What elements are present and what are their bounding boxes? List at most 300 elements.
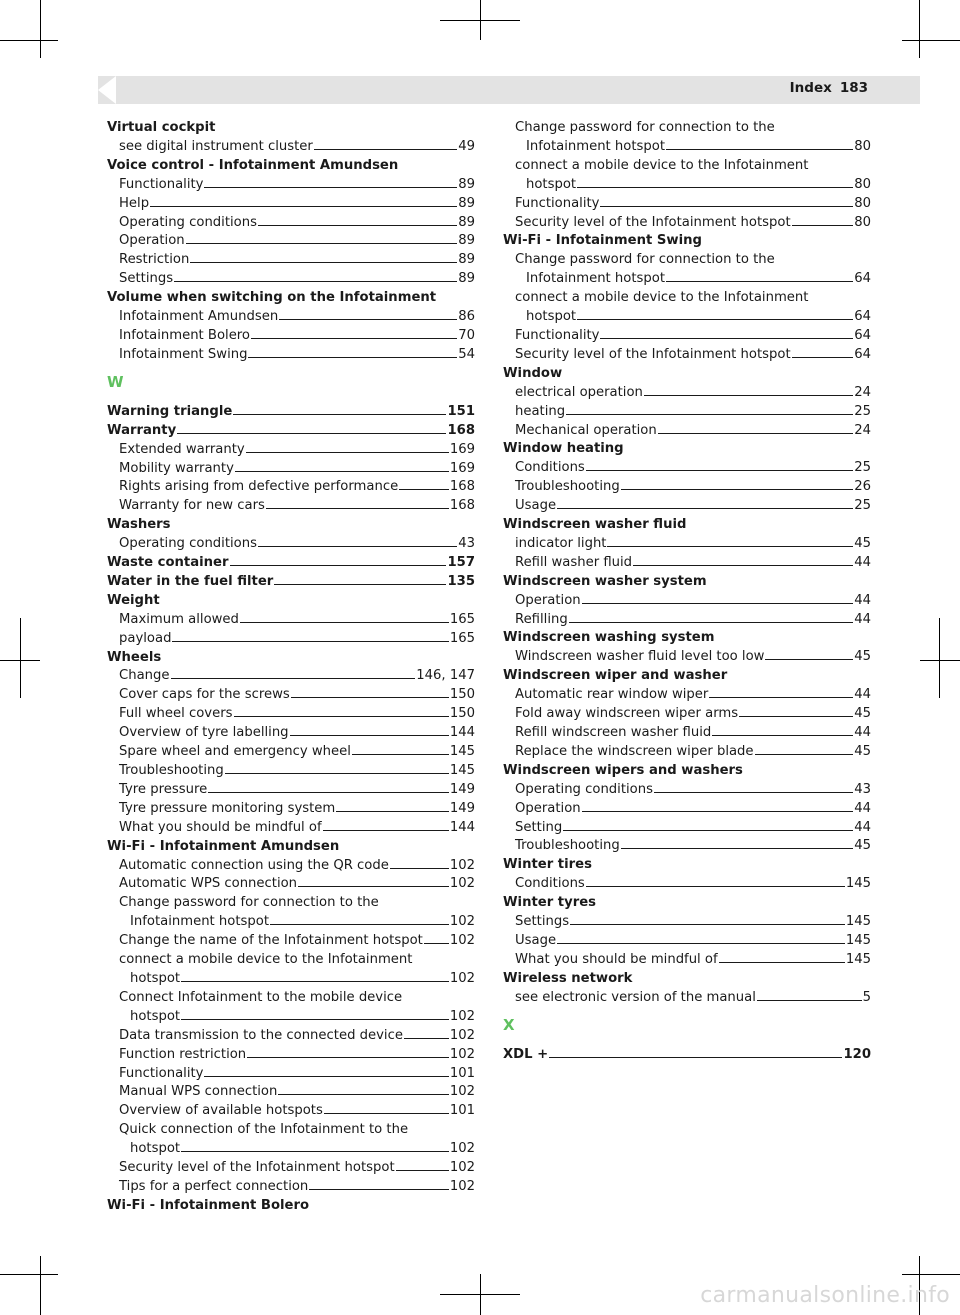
index-subentry [503, 800, 871, 819]
leader-line [248, 357, 457, 358]
page-reference: 80 [854, 195, 871, 211]
leader-line [396, 1170, 449, 1171]
leader-line [644, 395, 853, 396]
page-reference: 146, 147 [416, 668, 475, 684]
entry-text: Data transmission to the connected device [119, 1027, 403, 1043]
page-reference: 165 [449, 611, 475, 627]
leader-line [208, 792, 449, 793]
page-reference: 44 [854, 592, 871, 608]
leader-line [633, 565, 853, 566]
entry-text: Change password for connection to the [515, 120, 775, 135]
leader-line [225, 773, 449, 774]
leader-line [352, 754, 449, 755]
page-reference: 165 [449, 630, 475, 646]
entry-text: hotspot [130, 1008, 181, 1024]
index-subentry [107, 195, 475, 214]
entry-text: Washers [107, 517, 171, 533]
page-reference: 64 [854, 271, 871, 287]
crop-mark [40, 1256, 41, 1315]
entry-text: connect a mobile device to the Infotainment [119, 952, 413, 968]
index-entry [107, 592, 475, 611]
index-entry [107, 516, 475, 535]
crop-mark [939, 618, 940, 698]
index-subentry [107, 743, 475, 762]
leader-line [298, 886, 449, 887]
leader-line [586, 886, 845, 887]
leader-line [390, 868, 449, 869]
index-subentry [107, 1027, 475, 1046]
entry-text: Windscreen washer fluid level too low [515, 649, 765, 665]
header-tab-notch [98, 76, 116, 104]
index-subentry [107, 1121, 475, 1140]
index-subentry [503, 251, 871, 270]
leader-line [204, 187, 457, 188]
leader-line [621, 489, 853, 490]
leader-line [570, 924, 845, 925]
page-reference: 70 [458, 327, 475, 343]
leader-line [399, 489, 449, 490]
page-reference: 45 [854, 706, 871, 722]
index-subentry [107, 970, 475, 989]
page-reference: 49 [458, 138, 475, 154]
page-reference: 145 [449, 744, 475, 760]
entry-text: Overview of tyre labelling [119, 725, 289, 741]
entry-text: Infotainment Amundsen [119, 309, 279, 325]
entry-text: Winter tyres [503, 895, 596, 911]
index-subentry [503, 119, 871, 138]
page-reference: 89 [458, 252, 475, 268]
index-subentry [503, 819, 871, 838]
entry-text: Operating conditions [119, 214, 257, 230]
entry-text: Fold away windscreen wiper arms [515, 706, 739, 722]
leader-line [246, 452, 449, 453]
entry-text: see electronic version of the manual [515, 989, 756, 1005]
leader-line [569, 622, 854, 623]
index-letter-heading: X [503, 1015, 515, 1034]
page-reference: 89 [458, 271, 475, 287]
index-subentry [107, 762, 475, 781]
index-subentry [503, 289, 871, 308]
index-subentry [503, 327, 871, 346]
page-reference: 102 [449, 1160, 475, 1176]
page-reference: 145 [845, 876, 871, 892]
index-entry [503, 365, 871, 384]
entry-text: Functionality [119, 1065, 204, 1081]
index-subentry [503, 913, 871, 932]
page-reference: 151 [447, 403, 475, 419]
entry-text: Tyre pressure [119, 781, 208, 797]
leader-line [266, 508, 449, 509]
index-entry [503, 894, 871, 913]
index-subentry [107, 989, 475, 1008]
page-header [790, 80, 868, 96]
page-reference: 64 [854, 327, 871, 343]
entry-text: Operation [515, 800, 581, 816]
leader-line [577, 319, 853, 320]
index-subentry [107, 724, 475, 743]
entry-text: XDL + [503, 1046, 549, 1062]
leader-line [336, 811, 449, 812]
entry-text: Operating conditions [515, 781, 653, 797]
header-label: Index [789, 80, 832, 96]
page-reference: 44 [854, 800, 871, 816]
index-subentry [503, 535, 871, 554]
leader-line [204, 1076, 448, 1077]
entry-text: payload [119, 630, 172, 646]
entry-text: Windscreen wiper and washer [503, 668, 728, 684]
page-reference: 45 [854, 649, 871, 665]
index-entry [503, 573, 871, 592]
page-reference: 43 [854, 781, 871, 797]
leader-line [666, 281, 853, 282]
entry-text: Window heating [503, 441, 624, 457]
page-reference: 44 [854, 687, 871, 703]
page-reference: 168 [449, 479, 475, 495]
leader-line [709, 697, 853, 698]
leader-line [557, 508, 853, 509]
leader-line [247, 1057, 449, 1058]
crop-mark [40, 0, 41, 58]
page-reference: 144 [449, 819, 475, 835]
entry-text: Function restriction [119, 1046, 247, 1062]
page-reference: 102 [449, 1084, 475, 1100]
entry-text: hotspot [130, 1141, 181, 1157]
page-number: 183 [839, 80, 868, 96]
page-reference: 120 [843, 1046, 871, 1062]
page-reference: 89 [458, 176, 475, 192]
entry-text: Change password for connection to the [119, 895, 379, 911]
entry-text: Functionality [515, 327, 600, 343]
crop-mark [480, 1274, 481, 1315]
index-column-left [107, 119, 475, 1216]
entry-text: Troubleshooting [119, 763, 224, 778]
entry-text: Volume when switching on the Infotainment [107, 290, 437, 306]
page-reference: 145 [845, 914, 871, 930]
crop-mark [20, 618, 21, 698]
page-reference: 45 [854, 535, 871, 551]
entry-text: Operation [515, 592, 581, 608]
index-subentry [107, 308, 475, 327]
entry-text: Voice control - Infotainment Amundsen [107, 157, 399, 173]
page-reference: 44 [854, 819, 871, 835]
entry-text: Refilling [515, 611, 568, 627]
entry-text: Wi-Fi - Infotainment Amundsen [107, 838, 340, 854]
index-subentry [503, 592, 871, 611]
entry-text: Water in the fuel filter [107, 573, 274, 589]
index-entry [107, 649, 475, 668]
page-reference: 44 [854, 725, 871, 740]
entry-text: Extended warranty [119, 441, 245, 457]
entry-text: Rights arising from defective performance [119, 479, 399, 495]
watermark: carmanualsonline.info [700, 1283, 950, 1308]
entry-text: Warning triangle [107, 403, 233, 419]
page-reference: 169 [449, 441, 475, 457]
page-reference: 25 [854, 403, 871, 419]
leader-line [279, 319, 457, 320]
leader-line [666, 149, 853, 150]
index-subentry [107, 497, 475, 516]
leader-line [234, 716, 449, 717]
index-subentry [503, 157, 871, 176]
entry-text: Conditions [515, 460, 585, 476]
leader-line [621, 848, 853, 849]
entry-text: Infotainment Swing [119, 346, 248, 362]
index-subentry [503, 781, 871, 800]
entry-text: hotspot [526, 176, 577, 192]
page-reference: 102 [449, 914, 475, 930]
page-reference: 145 [845, 932, 871, 948]
index-subentry [107, 176, 475, 195]
index-entry [503, 232, 871, 251]
leader-line [658, 433, 854, 434]
index-entry [503, 667, 871, 686]
index-subentry [107, 441, 475, 460]
index-subentry [503, 875, 871, 894]
index-subentry [503, 648, 871, 667]
leader-line [150, 206, 457, 207]
entry-text: Infotainment hotspot [526, 271, 665, 287]
page-reference: 24 [854, 384, 871, 400]
index-subentry [503, 176, 871, 195]
leader-line [190, 262, 457, 263]
leader-line [235, 471, 449, 472]
index-column-right [503, 119, 871, 1065]
entry-text: Wi-Fi - Infotainment Bolero [107, 1197, 310, 1213]
crop-mark [902, 40, 960, 41]
entry-text: Cover caps for the screws [119, 687, 290, 703]
index-subentry [107, 232, 475, 251]
page-reference: 5 [862, 989, 871, 1005]
entry-text: indicator light [515, 535, 607, 551]
index-subentry [107, 460, 475, 479]
index-subentry [503, 932, 871, 951]
index-entry [107, 1197, 475, 1216]
index-subentry [503, 951, 871, 970]
index-subentry [503, 138, 871, 157]
entry-text: Mechanical operation [515, 422, 657, 438]
index-subentry [107, 819, 475, 838]
index-subentry [503, 837, 871, 856]
page-reference: 86 [458, 309, 475, 325]
leader-line [607, 546, 853, 547]
entry-text: Security level of the Infotainment hotspot [515, 214, 791, 230]
page-reference: 145 [845, 951, 871, 967]
leader-line [600, 206, 853, 207]
index-subentry [503, 214, 871, 233]
leader-line [582, 811, 854, 812]
entry-text: Refill windscreen washer fluid [515, 725, 712, 740]
page-reference: 24 [854, 422, 871, 438]
entry-text: Winter tires [503, 857, 592, 873]
index-subentry [503, 459, 871, 478]
entry-text: Infotainment Bolero [119, 327, 251, 343]
entry-text: Tyre pressure monitoring system [119, 800, 336, 816]
entry-text: Tips for a perfect connection [119, 1178, 309, 1194]
index-entry [503, 629, 871, 648]
index-subentry [503, 195, 871, 214]
entry-text: Waste container [107, 555, 229, 571]
index-subentry [107, 913, 475, 932]
page-reference: 102 [449, 933, 475, 949]
index-subentry [107, 535, 475, 554]
entry-text: Windscreen washing system [503, 630, 715, 646]
index-subentry [503, 705, 871, 724]
leader-line [181, 1151, 449, 1152]
entry-text: Warranty for new cars [119, 498, 265, 514]
page-reference: 149 [449, 800, 475, 816]
entry-text: Wi-Fi - Infotainment Swing [503, 233, 702, 249]
entry-text: Settings [515, 914, 570, 930]
leader-line [174, 281, 457, 282]
index-subentry [107, 1140, 475, 1159]
index-entry [107, 838, 475, 857]
index-subentry [503, 422, 871, 441]
page-reference: 168 [449, 498, 475, 514]
entry-text: Replace the windscreen wiper blade [515, 743, 754, 759]
index-subentry [503, 743, 871, 762]
entry-text: hotspot [130, 970, 181, 986]
leader-line [251, 338, 457, 339]
page-reference: 157 [447, 555, 475, 571]
leader-line [757, 1000, 862, 1001]
entry-text: Windscreen wipers and washers [503, 762, 743, 778]
entry-text: Change [119, 668, 170, 684]
index-entry [107, 403, 475, 422]
leader-line [274, 584, 446, 585]
leader-line [290, 735, 449, 736]
page-reference: 25 [854, 460, 871, 476]
leader-line [270, 924, 449, 925]
page-reference: 101 [449, 1065, 475, 1081]
index-subentry [107, 630, 475, 649]
entry-text: Wheels [107, 649, 162, 665]
index-subentry [107, 1102, 475, 1121]
index-entry [107, 119, 475, 138]
index-subentry [107, 686, 475, 705]
crop-mark [0, 1274, 58, 1275]
page-reference: 144 [449, 725, 475, 741]
entry-text: connect a mobile device to the Infotainment [515, 290, 809, 306]
entry-text: Change the name of the Infotainment hotspot [119, 933, 423, 949]
index-subentry [107, 800, 475, 819]
entry-text: hotspot [526, 309, 577, 325]
page-reference: 102 [449, 970, 475, 986]
page-reference: 102 [449, 1141, 475, 1157]
index-subentry [107, 478, 475, 497]
entry-text: Virtual cockpit [107, 120, 216, 135]
index-subentry [107, 251, 475, 270]
entry-text: Windscreen washer fluid [503, 517, 687, 533]
index-entry [107, 422, 475, 441]
page-reference: 80 [854, 176, 871, 192]
leader-line [171, 678, 416, 679]
page-reference: 102 [449, 1008, 475, 1024]
page-reference: 64 [854, 346, 871, 362]
index-letter-heading: W [107, 372, 124, 391]
entry-text: Mobility warranty [119, 460, 234, 476]
page-reference: 64 [854, 309, 871, 325]
index-entry [503, 970, 871, 989]
index-subentry [503, 346, 871, 365]
leader-line [278, 1094, 449, 1095]
entry-text: Security level of the Infotainment hotspot [119, 1160, 395, 1176]
page-reference: 45 [854, 838, 871, 854]
page-reference: 44 [854, 611, 871, 627]
index-subentry [107, 1159, 475, 1178]
page-reference: 102 [449, 876, 475, 892]
leader-line [792, 225, 854, 226]
leader-line [577, 187, 853, 188]
entry-text: What you should be mindful of [515, 951, 718, 967]
page-reference: 169 [449, 460, 475, 476]
leader-line [424, 943, 449, 944]
crop-mark [0, 40, 58, 41]
index-subentry [107, 270, 475, 289]
entry-text: Infotainment hotspot [526, 138, 665, 154]
entry-text: What you should be mindful of [119, 819, 322, 835]
index-entry [107, 554, 475, 573]
index-subentry [503, 611, 871, 630]
leader-line [258, 546, 457, 547]
crop-mark [920, 660, 960, 661]
entry-text: Functionality [515, 195, 600, 211]
entry-text: Overview of available hotspots [119, 1103, 323, 1119]
index-subentry [107, 857, 475, 876]
leader-line [404, 1038, 449, 1039]
entry-text: Help [119, 195, 150, 211]
entry-text: Weight [107, 592, 160, 608]
entry-text: Operating conditions [119, 536, 257, 552]
entry-text: Functionality [119, 176, 204, 192]
leader-line [177, 433, 446, 434]
entry-text: Operation [119, 233, 185, 249]
leader-line [600, 338, 853, 339]
entry-text: Windscreen washer system [503, 573, 707, 589]
leader-line [324, 1113, 449, 1114]
crop-mark [480, 0, 481, 40]
leader-line [549, 1057, 842, 1058]
index-entry [503, 440, 871, 459]
index-subentry [107, 894, 475, 913]
index-subentry [503, 724, 871, 743]
leader-line [792, 357, 854, 358]
entry-text: Conditions [515, 876, 585, 892]
page-reference: 26 [854, 479, 871, 495]
index-subentry [503, 308, 871, 327]
leader-line [654, 792, 853, 793]
page-reference: 150 [449, 687, 475, 703]
page-reference: 145 [449, 763, 475, 778]
leader-line [230, 565, 447, 566]
index-subentry [503, 384, 871, 403]
leader-line [314, 149, 457, 150]
entry-text: Quick connection of the Infotainment to the [119, 1122, 409, 1138]
index-subentry [107, 138, 475, 157]
index-subentry [503, 554, 871, 573]
entry-text: Automatic WPS connection [119, 876, 298, 892]
leader-line [557, 943, 845, 944]
leader-line [181, 981, 449, 982]
index-entry [107, 157, 475, 176]
index-subentry [107, 1046, 475, 1065]
index-subentry [107, 1178, 475, 1197]
leader-line [739, 716, 853, 717]
entry-text: Window [503, 365, 563, 381]
index-entry [107, 289, 475, 308]
index-subentry [107, 781, 475, 800]
leader-line [172, 641, 448, 642]
index-subentry [107, 1083, 475, 1102]
